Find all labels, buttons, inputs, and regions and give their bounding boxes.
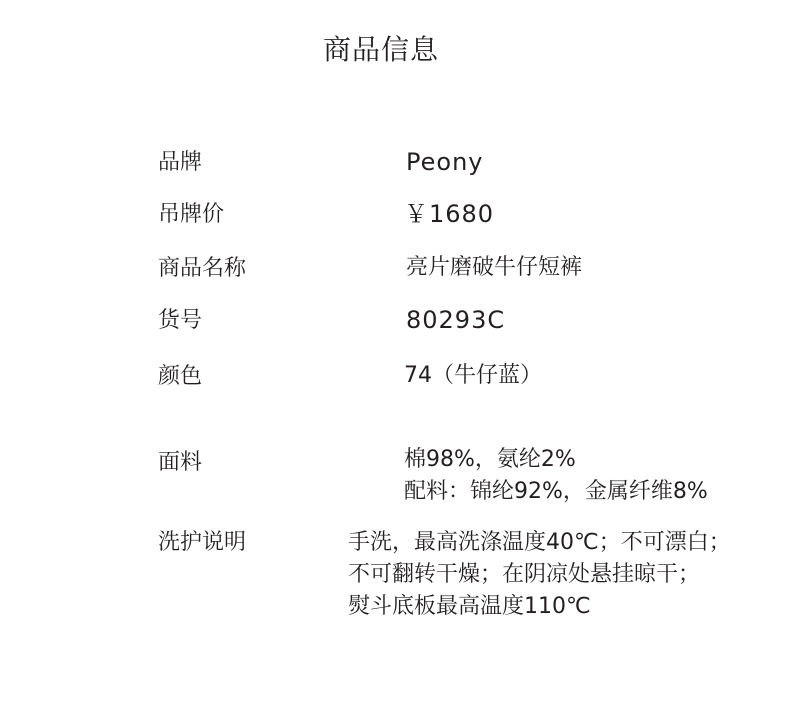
tag-price-value: ￥1680	[404, 200, 495, 228]
care-label: 洗护说明	[158, 530, 247, 555]
fabric-line: 配料：锦纶92%，金属纤维8%	[404, 479, 708, 504]
fabric-line: 棉98%，氨纶2%	[404, 447, 576, 472]
product-name-label: 商品名称	[158, 256, 247, 281]
care-value	[348, 527, 731, 623]
care-line: 不可翻转干燥；在阴凉处悬挂晾干；	[348, 562, 701, 587]
item-no-label: 货号	[158, 308, 203, 333]
color-label: 颜色	[158, 364, 203, 389]
care-line: 手洗，最高洗涤温度40℃；不可漂白；	[348, 530, 731, 555]
brand-value: Peony	[406, 148, 484, 176]
fabric-label: 面料	[158, 450, 203, 475]
product-name-value: 亮片磨破牛仔短裤	[406, 255, 583, 280]
color-value: 74（牛仔蓝）	[404, 363, 542, 388]
brand-label: 品牌	[158, 150, 203, 175]
fabric-value	[404, 444, 708, 508]
tag-price-label: 吊牌价	[158, 202, 225, 227]
item-no-value: 80293C	[406, 306, 506, 334]
care-line: 熨斗底板最高温度110℃	[348, 594, 591, 619]
page-title: 商品信息	[322, 33, 439, 66]
